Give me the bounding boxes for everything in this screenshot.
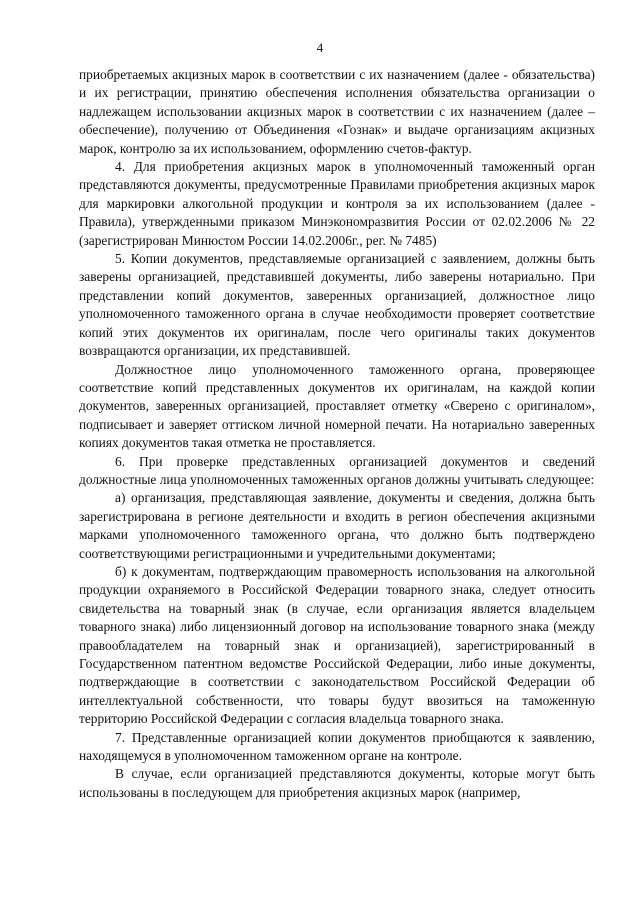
paragraph-case: В случае, если организацией представляются документы, которые могут быть использованы в последующем для приобретения акцизных марок (например, (79, 766, 595, 800)
document-body (79, 66, 595, 802)
paragraph-item-5: 5. Копии документов, представляемые организацией с заявлением, должны быть заверены организацией, представившей документы, либо заверены нотариально. При представлении копий документов, заверенных организацией, должностное лицо уполномоченного таможенного органа в случае необходимости проверяет соответствие копий этих документов их оригиналам, после чего оригиналы таких документов возвращаются организации, их представившей. (79, 251, 595, 359)
paragraph-item-6: 6. При проверке представленных организацией документов и сведений должностные лица уполномоченных таможенных органов должны учитывать следующее: (79, 453, 595, 487)
paragraph-continuation: приобретаемых акцизных марок в соответствии с их назначением (далее - обязательства) и их регистрации, принятию обеспечения исполнения обязательства организации о надлежащем использовании акцизных марок в соответствии с их назначением (далее – обеспечение), получению от Объединения «Гознак» и выдаче организациям акцизных марок, контролю за их использованием, оформлению счетов-фактур. (79, 67, 595, 156)
paragraph-verification: Должностное лицо уполномоченного таможенного органа, проверяющее соответствие копий представленных документов их оригиналам, на каждой копии документов, заверенных организацией, проставляет отметку «Сверено с оригиналом», подписывает и заверяет оттиском личной номерной печати. На нотариально заверенных копиях документов такая отметка не проставляется. (79, 361, 595, 451)
page-number: 4 (316, 40, 324, 55)
paragraph-item-4: 4. Для приобретения акцизных марок в уполномоченный таможенный орган представляются документы, предусмотренные Правилами приобретения акцизных марок для маркировки алкогольной продукции и контроля за их использованием (далее - Правила), утвержденными приказом Минэкономразвития России от 02.02.2006 № 22 (зарегистрирован Минюстом России 14.02.2006г., рег. № 7485) (79, 159, 595, 248)
paragraph-item-6b: б) к документам, подтверждающим правомерность использования на алкогольной продукции охраняемого в Российской Федерации товарного знака, следует относить свидетельства на товарный знак (в случае, если организация является владельцем товарного знака) либо лицензионный договор на использование товарного знака (между правообладателем на товарный знак и организацией), зарегистрированный в Государственном патентном ведомстве Российской Федерации, либо иные документы, подтверждающие в соответствии с законодательством Российской Федерации об интеллектуальной собственности, что товары будут ввозиться на таможенную территорию Российской Федерации с согласия владельца товарного знака. (79, 563, 595, 727)
paragraph-item-7: 7. Представленные организацией копии документов приобщаются к заявлению, находящемуся в уполномоченном таможенном органе на контроле. (79, 729, 595, 764)
paragraph-item-6a: а) организация, представляющая заявление, документы и сведения, должна быть зарегистрирована в регионе деятельности и входить в регион обеспечения акцизными марками уполномоченного таможенного органа, что должно быть подтверждено соответствующими регистрационными и учредительными документами; (79, 490, 595, 561)
